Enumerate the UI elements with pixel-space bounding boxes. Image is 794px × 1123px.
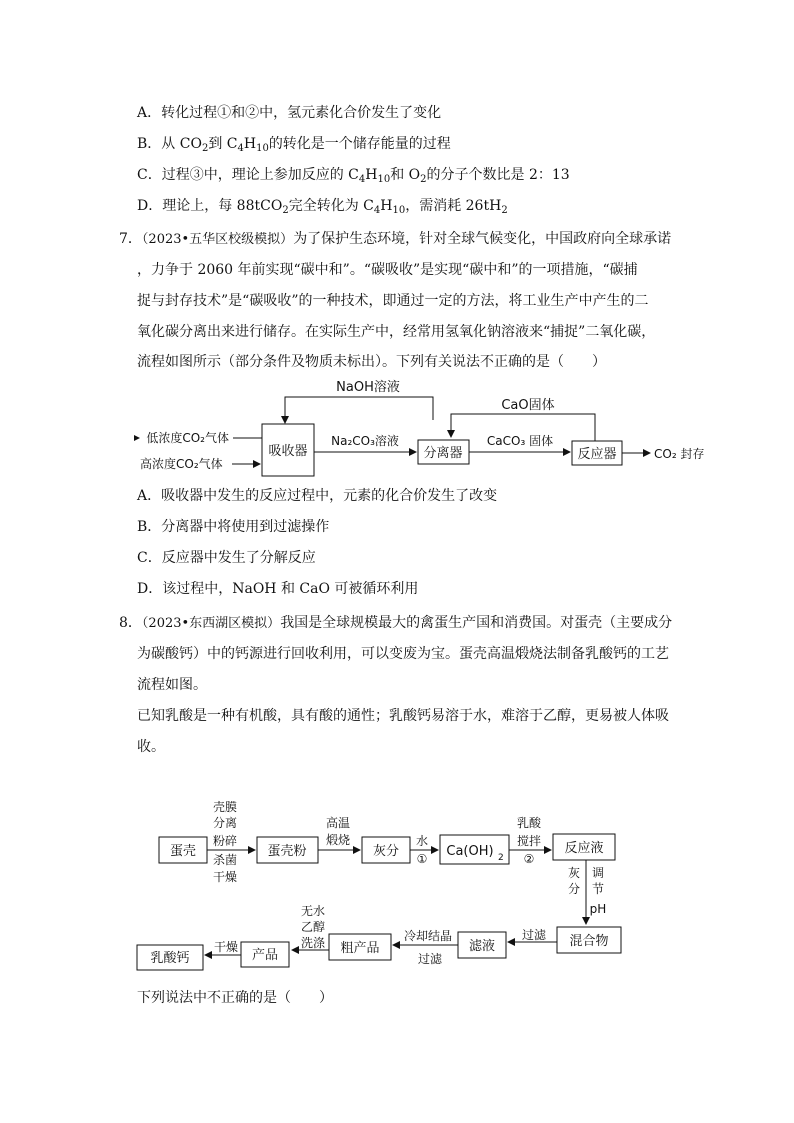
q8-known-line-1: 已知乳酸是一种有机酸，具有酸的通性；乳酸钙易溶于水，难溶于乙醇，更易被人体吸 [137,708,669,724]
reactor-label: 反应器 [577,447,617,462]
naoh-label: NaOH溶液 [336,380,400,395]
caoh2-label: Ca(OH) [446,844,494,859]
step1-text: 干燥 [212,870,238,884]
step1-text: 分离 [212,816,238,830]
step1-text: 壳膜 [212,800,238,814]
q8-stem-line-2: 为碳酸钙）中的钙源进行回收利用，可以变废为宝。蛋壳高温煅烧法制备乳酸钙的工艺 [137,646,669,662]
text-part: 理论上，每 88tCO [162,198,283,214]
step6-text: 洗涤 [300,936,326,950]
q7-stem-line-5: 流程如图所示（部分条件及物质未标出）。下列有关说法不正确的是（ ） [137,354,606,370]
ph-label: pH [589,902,607,916]
product-label: 产品 [251,948,279,963]
text-part: H [243,136,257,152]
option-text: 分离器中将使用到过滤操作 [161,519,330,535]
subscript: 10 [256,143,269,154]
step5-text: 过滤 [417,952,443,966]
subscript: 4 [237,143,244,154]
option-text: 该过程中，NaOH 和 CaO 可被循环利用 [162,581,419,597]
subscript: 2 [282,205,289,216]
step4-text: 分 [567,882,581,896]
caoh2-subscript: 2 [498,853,504,863]
text-part: 从 CO [161,136,202,152]
filter1-label: 过滤 [521,928,547,942]
option-label: D． [137,581,163,597]
subscript: 2 [501,205,508,216]
ash-label: 灰分 [372,844,400,859]
q8-question-prompt: 下列说法中不正确的是（ ） [137,990,333,1006]
q7-stem-line-3: 捉与封存技术”是“碳吸收”的一种技术，即通过一定的方法，将工业生产中产生的二 [137,293,649,309]
crude-label: 粗产品 [340,941,380,956]
question-text: 为了保护生态环境，针对全球气候变化，中国政府向全球承诺 [293,231,672,247]
text-part: 的分子个数比是 2：13 [426,167,570,183]
subscript: 10 [377,174,391,185]
eggshell-label: 蛋壳 [169,844,197,859]
q7-stem-line-4: 氧化碳分离出来进行储存。在实际生产中，经常用氢氧化钠溶液来“捕捉”二氧化碳， [137,324,656,340]
question-number: 7． [119,231,142,247]
text-part: 到 C [208,136,238,152]
step1-text: 粉碎 [212,834,238,848]
option-label: C． [137,167,162,183]
question-source: （2023•东西湖区模拟） [141,616,281,631]
text-part: ，需消耗 26tH [405,198,502,214]
calcium-lactate-label: 乳酸钙 [150,951,190,966]
subscript: 2 [420,174,427,185]
subscript: 4 [373,205,381,216]
step5-text: 冷却结晶 [403,929,453,943]
option-label: C． [137,550,162,566]
text-part: 的转化是一个储存能量的过程 [268,136,451,152]
step1-text: 杀菌 [212,853,238,867]
step4-text: 调 [591,866,605,880]
option-text: 吸收器中发生的反应过程中，元素的化合价发生了改变 [161,488,498,504]
q8-stem-line-3: 流程如图。 [137,677,207,693]
text-part: 完全转化为 C [288,198,374,214]
option-label: D． [137,198,163,214]
step4-text: 节 [591,882,605,896]
filtrate-label: 滤液 [468,939,496,954]
step3-text: 乳酸 [516,816,542,830]
low-co2-label: 低浓度CO₂气体 [146,431,229,445]
subscript: 10 [392,205,406,216]
step6-text: 无水 [300,904,326,918]
storage-label: CO₂ 封存 [654,447,705,461]
separator-label: 分离器 [423,446,463,461]
question-number: 8． [119,615,142,631]
cao-label: CaO固体 [501,398,555,413]
text-part: H [380,198,393,214]
step3-text: 搅拌 [516,834,542,848]
question-text: 我国是全球规模最大的禽蛋生产国和消费国。对蛋壳（主要成分 [280,615,673,631]
step-circle-2: ② [523,852,535,866]
step-circle-1: ① [416,852,428,866]
caco3-label: CaCO₃ 固体 [486,434,554,448]
option-text: 转化过程①和②中，氢元素化合价发生了变化 [161,105,442,121]
q8-known-line-2: 收。 [137,739,165,755]
eggshell-powder-label: 蛋壳粉 [267,844,307,859]
mixture-label: 混合物 [569,934,609,949]
step2-text: 煅烧 [325,833,351,847]
option-label: A． [137,105,162,121]
reaction-liquid-label: 反应液 [564,841,604,856]
step6-text: 乙醇 [300,920,326,934]
step4-text: 灰 [567,866,581,880]
step2-text: 高温 [325,816,351,830]
dry-label: 干燥 [213,940,239,954]
text-part: 过程③中，理论上参加反应的 C [161,167,359,183]
subscript: 4 [358,174,366,185]
subscript: 2 [201,143,209,154]
option-text: 反应器中发生了分解反应 [161,550,316,566]
option-label: B． [137,136,162,152]
high-co2-label: 高浓度CO₂气体 [140,457,223,471]
text-part: H [365,167,378,183]
option-label: A． [137,488,162,504]
na2co3-label: Na₂CO₃溶液 [331,434,399,448]
question-source: （2023•五华区校级模拟） [141,232,294,247]
option-label: B． [137,519,162,535]
water-label: 水 [415,834,429,848]
q7-stem-line-2: ，力争于 2060 年前实现“碳中和”。“碳吸收”是实现“碳中和”的一项措施，“碳捕 [137,262,638,278]
absorber-label: 吸收器 [268,444,308,459]
text-part: 和 O [390,167,421,183]
